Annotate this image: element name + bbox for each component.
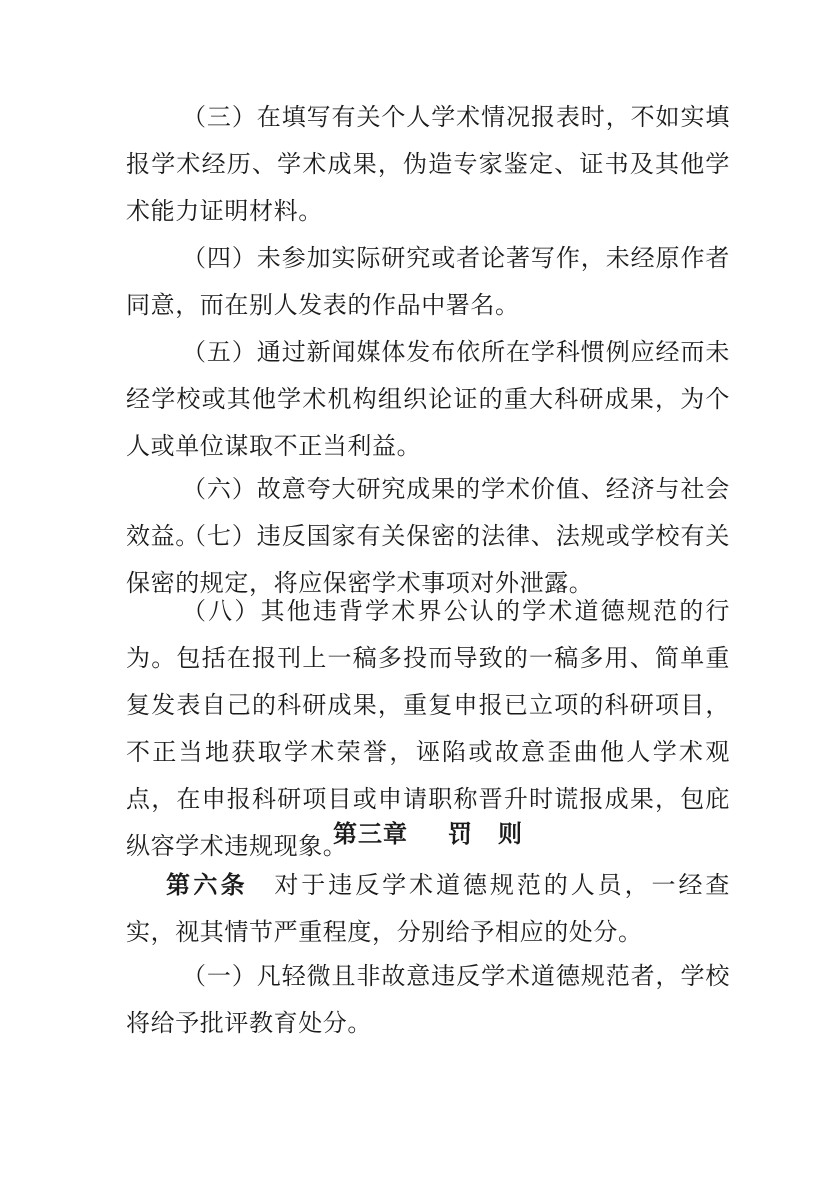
paragraph-item-5: （五）通过新闻媒体发布依所在学科惯例应经而未经学校或其他学术机构组织论证的重大科研成果，为个人或单位谋取不正当利益。: [126, 338, 730, 460]
paragraph-item-6: （六）故意夸大研究成果的学术价值、经济与社会效益。: [126, 475, 730, 550]
chapter-heading: [126, 814, 730, 854]
paragraph-item-4: （四）未参加实际研究或者论著写作，未经原作者同意，而在别人发表的作品中署名。: [126, 244, 730, 319]
paragraph-item-8: （八）其他违背学术界公认的学术道德规范的行为。包括在报刊上一稿多投而导致的一稿多用、简单重复发表自己的科研成果，重复申报已立项的科研项目，不正当地获取学术荣誉，诬陷或故意歪曲他人学术观点，在申报科研项目或申请职称晋升时谎报成果，包庇纵容学术违规现象。: [126, 597, 730, 860]
chapter-title: 罚 则: [448, 819, 523, 848]
article-6-text: 对于违反学术道德规范的人员，一经查实，视其情节严重程度，分别给予相应的处分。: [126, 871, 731, 946]
article-6-item-1: （一）凡轻微且非故意违反学术道德规范者，学校将给予批评教育处分。: [126, 962, 730, 1037]
chapter-number: 第三章: [333, 819, 408, 848]
paragraph-item-3: （三）在填写有关个人学术情况报表时，不如实填报学术经历、学术成果，伪造专家鉴定、证书及其他学术能力证明材料。: [126, 103, 730, 225]
article-6: [126, 862, 730, 956]
paragraph-item-7: （七）违反国家有关保密的法律、法规或学校有关保密的规定，将应保密学术事项对外泄露。: [126, 522, 730, 597]
article-6-label: 第六条: [166, 871, 249, 899]
